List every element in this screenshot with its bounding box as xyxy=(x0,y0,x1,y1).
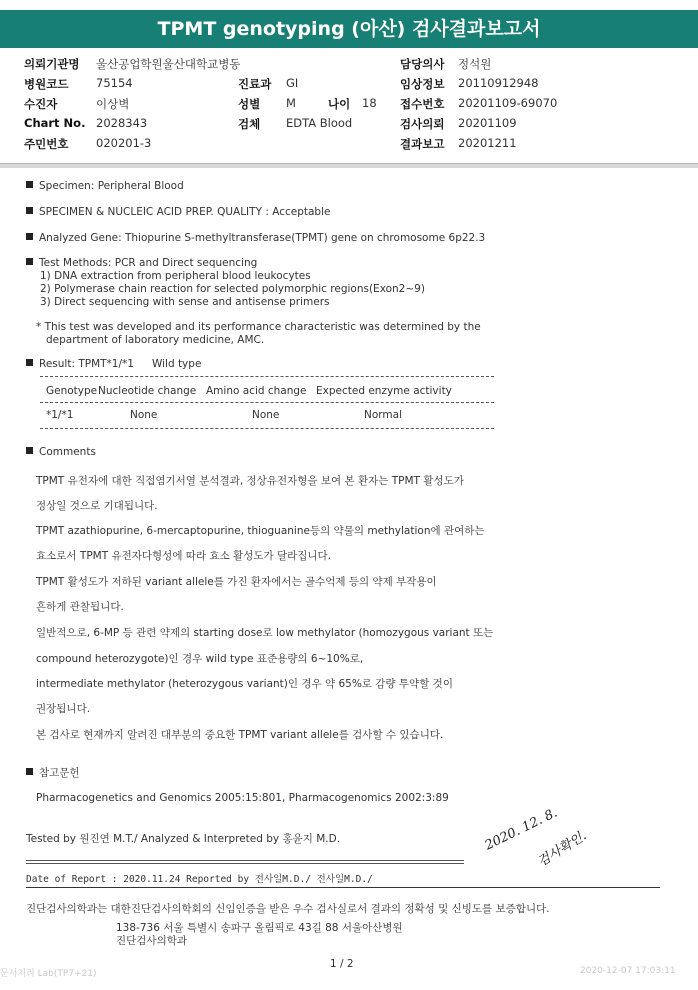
comment-line: TPMT azathiopurine, 6-mercaptopurine, thioguanine등의 약물의 methylation에 관여하는 xyxy=(36,525,485,537)
specimen-value: EDTA Blood xyxy=(286,116,353,130)
id-number-value: 020201-3 xyxy=(96,136,152,150)
request-date-label: 검사의뢰 xyxy=(400,117,445,131)
comment-line: TPMT 활성도가 저하된 variant allele를 가진 환자에서는 골수억제 등의 약제 부작용이 xyxy=(36,576,437,588)
footer-rule xyxy=(26,887,660,888)
report-title: TPMT genotyping (아산) 검사결과보고서 xyxy=(0,10,698,48)
chart-no-label: Chart No. xyxy=(24,116,86,130)
request-date-value: 20201109 xyxy=(458,116,517,130)
dept-label: 진료과 xyxy=(238,77,272,91)
bullet-square-icon xyxy=(26,768,33,775)
report-date-value: 20201211 xyxy=(458,136,517,150)
result-value: TPMT*1/*1 xyxy=(78,358,134,370)
chart-no-value: 2028343 xyxy=(96,116,148,130)
specimen-label: 검체 xyxy=(238,117,261,131)
table-cell-genotype: *1/*1 xyxy=(46,409,74,421)
comment-line: intermediate methylator (heterozygous variant)인 경우 약 65%로 감량 투약할 것이 xyxy=(36,678,453,690)
age-label: 나이 xyxy=(328,97,351,111)
certification-text: 진단검사의학과는 대한진단검사의학회의 신임인증을 받은 우수 검사실로서 결과의 정확성 및 신빙도를 보증합니다. xyxy=(26,903,550,915)
header-row-2 xyxy=(0,76,698,94)
result-type: Wild type xyxy=(151,358,202,370)
comment-line: 정상일 것으로 기대됩니다. xyxy=(36,500,158,512)
method-step-1: 1) DNA extraction from peripheral blood leukocytes xyxy=(40,270,311,282)
sex-value: M xyxy=(286,96,296,110)
page-number: 1 / 2 xyxy=(330,958,354,970)
footer-right-stamp: 2020-12-07 17:03:11 xyxy=(580,966,676,976)
validation-note-1: * This test was developed and its performance characteristic was determined by the xyxy=(36,321,481,333)
clinical-info-label: 임상정보 xyxy=(400,77,445,91)
method-step-2: 2) Polymerase chain reaction for selected polymorphic regions(Exon2~9) xyxy=(40,283,425,295)
tested-by: Tested by 원진연 M.T./ Analyzed & Interpreted by 홍윤지 M.D. xyxy=(26,833,341,845)
section-references xyxy=(26,765,80,780)
section-specimen xyxy=(26,180,184,192)
footer-left-stamp: 문서처리 Lab(TP7+21) xyxy=(0,969,97,979)
quality-text: SPECIMEN & NUCLEIC ACID PREP. QUALITY : Acceptable xyxy=(39,206,331,218)
dept-value: GI xyxy=(286,76,299,90)
date-of-report: Date of Report : 2020.11.24 Reported by 전사일M.D./ 전사일M.D./ xyxy=(26,874,373,885)
header-row-4 xyxy=(0,116,698,134)
table-bottom-rule xyxy=(40,428,494,429)
header-divider xyxy=(0,163,698,168)
bullet-square-icon xyxy=(26,233,33,240)
age-value: 18 xyxy=(362,96,377,110)
table-cell-nucleotide: None xyxy=(130,409,158,421)
table-cell-enzyme: Normal xyxy=(364,409,402,421)
hospital-code-label: 병원코드 xyxy=(24,77,69,91)
gene-text: Analyzed Gene: Thiopurine S-methyltransferase(TPMT) gene on chromosome 6p22.3 xyxy=(39,232,486,244)
hospital-address: 138-736 서울 특별시 송파구 올림픽로 43길 88 서울아산병원 xyxy=(116,922,403,934)
header-row-5 xyxy=(0,136,698,154)
sex-label: 성별 xyxy=(238,97,261,111)
header-row-1 xyxy=(0,56,698,74)
hospital-code-value: 75154 xyxy=(96,76,133,90)
table-header-enzyme: Expected enzyme activity xyxy=(316,385,452,397)
method-step-3: 3) Direct sequencing with sense and antisense primers xyxy=(40,296,330,308)
result-label: Result: xyxy=(39,358,75,370)
table-header-nucleotide: Nucleotide change xyxy=(98,385,197,397)
report-double-rule xyxy=(26,860,464,864)
bullet-square-icon xyxy=(26,258,33,265)
patient-label: 수진자 xyxy=(24,97,58,111)
section-methods xyxy=(26,257,257,269)
specimen-text: Specimen: Peripheral Blood xyxy=(39,180,184,192)
section-quality xyxy=(26,206,330,218)
doctor-value: 정석원 xyxy=(458,57,492,71)
clinical-info-value: 20110912948 xyxy=(458,76,539,90)
report-header xyxy=(0,54,698,164)
patient-value: 이상벽 xyxy=(96,97,130,111)
section-gene xyxy=(26,232,485,244)
comments-title: Comments xyxy=(39,446,96,458)
bullet-square-icon xyxy=(26,447,33,454)
bullet-square-icon xyxy=(26,207,33,214)
comment-line: 권장됩니다. xyxy=(36,703,91,715)
table-header-amino-acid: Amino acid change xyxy=(206,385,307,397)
signature-name: 검사확인. xyxy=(535,828,590,870)
references-title: 참고문헌 xyxy=(39,767,80,779)
comment-line: 일반적으로, 6-MP 등 관련 약제의 starting dose로 low methylator (homozygous variant 또는 xyxy=(36,627,494,639)
comment-line: TPMT 유전자에 대한 직접염기서열 분석결과, 정상유전자형을 보여 본 환자는 TPMT 활성도가 xyxy=(36,475,464,487)
validation-note-2: department of laboratory medicine, AMC. xyxy=(46,334,265,346)
id-number-label: 주민번호 xyxy=(24,137,69,151)
methods-title: Test Methods: PCR and Direct sequencing xyxy=(39,257,258,269)
signature-date: 2020. 12. 8. xyxy=(482,805,560,854)
table-cell-amino-acid: None xyxy=(252,409,280,421)
comment-line: 본 검사로 현재까지 알려진 대부분의 중요한 TPMT variant allele를 검사할 수 있습니다. xyxy=(36,729,444,741)
bullet-square-icon xyxy=(26,359,33,366)
references-text: Pharmacogenetics and Genomics 2005:15:801, Pharmacogenomics 2002:3:89 xyxy=(36,792,449,804)
header-row-3 xyxy=(0,96,698,114)
receipt-value: 20201109-69070 xyxy=(458,96,558,110)
table-top-rule xyxy=(40,376,494,377)
comment-line: compound heterozygote)인 경우 wild type 표준용량의 6~10%로, xyxy=(36,653,364,665)
report-date-label: 결과보고 xyxy=(400,137,445,151)
bullet-square-icon xyxy=(26,181,33,188)
comment-line: 효소로서 TPMT 유전자다형성에 따라 효소 활성도가 달라집니다. xyxy=(36,550,332,562)
section-comments xyxy=(26,446,96,458)
section-result xyxy=(26,358,201,370)
table-header-genotype: Genotype xyxy=(46,385,98,397)
department-name: 진단검사의학과 xyxy=(116,935,188,947)
doctor-label: 담당의사 xyxy=(400,57,445,71)
institution-label: 의뢰기관명 xyxy=(24,57,80,71)
receipt-label: 접수번호 xyxy=(400,97,445,111)
institution-value: 울산공업학원울산대학교병동 xyxy=(96,57,241,71)
comment-line: 흔하게 관찰됩니다. xyxy=(36,601,124,613)
table-mid-rule xyxy=(40,402,494,403)
